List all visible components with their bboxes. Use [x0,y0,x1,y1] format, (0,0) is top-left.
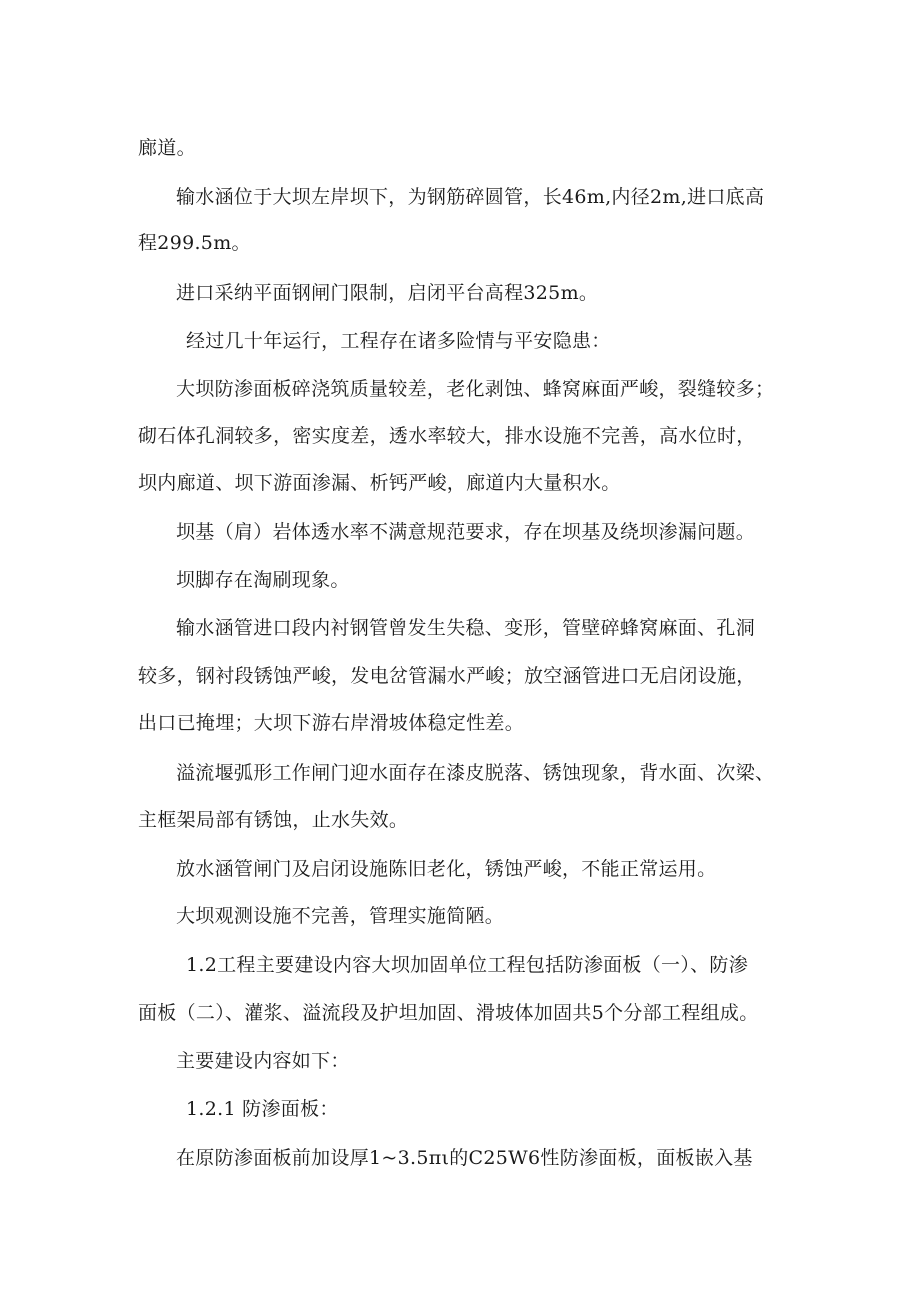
text-line: 砌石体孔洞较多，密实度差，透水率较大，排水设施不完善，高水位时， [138,425,756,447]
text-line: 放水涵管闸门及启闭设施陈旧老化，锈蚀严峻，不能正常运用。 [176,858,717,880]
text-line: 大坝防渗面板碎浇筑质量较差，老化剥蚀、蜂窝麻面严峻，裂缝较多； [176,378,775,400]
text-line: 输水涵位于大坝左岸坝下，为钢筋碎圆管，长46m,内径2m,进口底高 [176,186,765,208]
text-line: 坝基（肩）岩体透水率不满意规范要求，存在坝基及绕坝渗漏问题。 [176,521,756,543]
text-line: 输水涵管进口段内衬钢管曾发生失稳、变形，管壁碎蜂窝麻面、孔洞 [176,617,756,639]
text-line: 面板（二）、灌浆、溢流段及护坦加固、滑坡体加固共5个分部工程组成。 [138,1002,759,1024]
text-line: 经过几十年运行，工程存在诸多险情与平安隐患： [186,330,611,352]
text-line: 较多，钢衬段锈蚀严峻，发电岔管漏水严峻；放空涵管进口无启闭设施， [138,665,756,687]
text-line: 程299.5m。 [138,232,251,254]
text-line: 大坝观测设施不完善，管理实施简陋。 [176,905,505,927]
text-line: 进口采纳平面钢闸门限制，启闭平台高程325m。 [176,282,599,304]
text-line: 主框架局部有锈蚀，止水失效。 [138,809,409,831]
text-line: 1.2.1 防渗面板： [186,1098,339,1120]
text-line: 主要建设内容如下： [176,1050,350,1072]
text-line: 溢流堰弧形工作闸门迎水面存在漆皮脱落、锈蚀现象，背水面、次梁、 [176,762,775,784]
text-line: 坝内廊道、坝下游面渗漏、析钙严峻，廊道内大量积水。 [138,472,621,494]
text-line: 1.2工程主要建设内容大坝加固单位工程包括防渗面板（一）、防渗 [186,954,749,976]
text-line: 在原防渗面板前加设厚1~3.5πι的C25W6性防渗面板，面板嵌入基 [176,1147,753,1169]
text-line: 廊道。 [138,137,196,159]
text-line: 坝脚存在淘刷现象。 [176,569,350,591]
text-line: 出口已掩埋；大坝下游右岸滑坡体稳定性差。 [138,712,525,734]
